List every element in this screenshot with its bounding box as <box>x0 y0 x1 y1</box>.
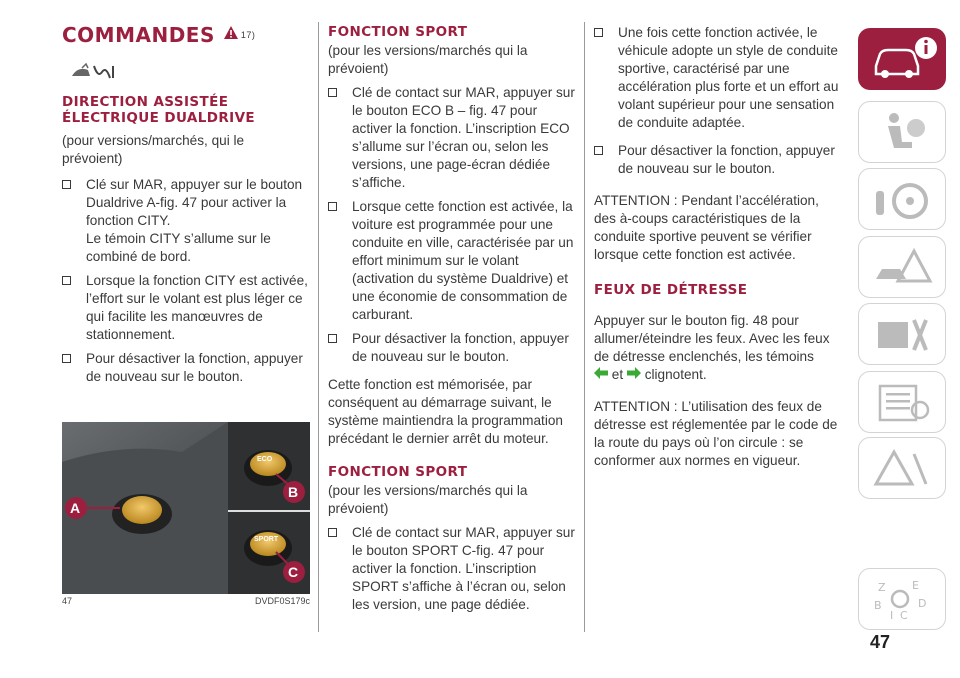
dualdrive-bullet-3: Pour désactiver la fonction, appuyer de nouveau sur le bouton. <box>62 350 310 386</box>
airbag-seat-icon <box>872 110 932 156</box>
fonction-sport-intro-2: (pour les versions/marchés qui la prévoient) <box>328 483 528 516</box>
figure-label-sport: SPORT <box>254 536 279 543</box>
figure-label-b: B <box>288 484 299 500</box>
column-divider-1 <box>318 22 319 632</box>
fonction-sport-bullet-4: Clé de contact sur MAR, appuyer sur le bouton SPORT C-fig. 47 pour activer la fonction. L’inscription SPORT s’affiche à l’écran ou, selon les version, une page dédiée. <box>328 524 576 614</box>
dualdrive-intro: (pour versions/marchés, qui le prévoient) <box>62 133 245 166</box>
figure-caption <box>62 596 310 606</box>
steering-wheel-icon <box>870 177 934 223</box>
feux-detresse-heading: FEUX DE DÉTRESSE <box>594 282 748 298</box>
list-icon <box>870 380 934 426</box>
svg-text:I: I <box>890 609 894 622</box>
feux-text: Appuyer sur le bouton fig. 48 pour allumer/éteindre les feux. Avec les feux de détresse enclenchés, les témoins <box>594 313 830 364</box>
bullet-text-cont: Le témoin CITY s’allume sur le combiné de bord. <box>86 231 271 264</box>
svg-text:C: C <box>900 609 908 622</box>
right-turn-arrow-icon <box>627 366 641 384</box>
figure-label-eco: ECO <box>257 456 273 463</box>
car-info-icon <box>858 28 946 90</box>
svg-text:D: D <box>918 597 927 610</box>
column-divider-2 <box>584 22 585 632</box>
sidebar-tab-specs[interactable] <box>858 371 946 433</box>
dualdrive-heading: DIRECTION ASSISTÉE ÉLECTRIQUE DUALDRIVE <box>62 94 256 126</box>
feux-et: et <box>611 367 624 382</box>
dualdrive-bullet-1 <box>62 176 310 266</box>
sidebar-tab-car-info[interactable] <box>858 28 946 90</box>
sidebar-tab-driving[interactable] <box>858 168 946 230</box>
fonction-sport-intro-1: (pour les versions/marchés qui la prévoient) <box>328 43 528 76</box>
left-turn-arrow-icon <box>594 366 608 384</box>
section-title <box>62 24 310 46</box>
section-title-text: COMMANDES <box>62 23 215 47</box>
figure-label-c: C <box>288 564 299 580</box>
sidebar-tab-emergency[interactable] <box>858 437 946 499</box>
feux-end: clignotent. <box>644 367 707 382</box>
fonction-sport-bullet-2: Lorsque cette fonction est activée, la voiture est programmée pour une conduite en ville, caractérisée par un effort minimum sur le volant (activation du système Dualdrive) et une économie de consommation de carburant. <box>328 198 576 324</box>
dualdrive-symbol-icon <box>68 62 310 82</box>
figure-code: DVDF0S179c <box>254 596 310 606</box>
index-letters-icon <box>870 577 934 623</box>
svg-text:Z: Z <box>878 581 886 594</box>
dualdrive-bullet-2: Lorsque la fonction CITY est activée, l’effort sur le volant est plus léger ce qui facilite les manœuvres de stationnement. <box>62 272 310 344</box>
fonction-sport-bullet-3: Pour désactiver la fonction, appuyer de nouveau sur le bouton. <box>328 330 576 366</box>
attention-acceleration: ATTENTION : Pendant l’accélération, des à-coups caractéristiques de la conduite sportive peuvent se vérifier lorsque cette fonction est activée. <box>594 193 819 262</box>
title-reference: 17) <box>240 30 256 40</box>
figure-label-a: A <box>70 500 81 516</box>
tools-icon <box>870 312 934 358</box>
svg-text:B: B <box>874 599 882 612</box>
warning-triangle-icon <box>223 22 239 44</box>
fonction-sport-paragraph: Cette fonction est mémorisée, par conséquent au démarrage suivant, le système maintiendra la programmation précédant le dernier arrêt du moteur. <box>328 377 563 446</box>
sidebar-tab-index[interactable] <box>858 568 946 630</box>
figure-47-dashboard-buttons <box>62 422 310 594</box>
attention-regulation: ATTENTION : L’utilisation des feux de détresse est réglementée par le code de la route du pays où l’on circule : se conformer aux normes en vigueur. <box>594 399 838 469</box>
fonction-sport-heading-1: FONCTION SPORT <box>328 24 468 40</box>
sport-bullet-5: Une fois cette fonction activée, le véhicule adopte un style de conduite sportive, caractérisé par une accélération plus forte et un effort au volant supérieur pour une sensation de conduite adaptée. <box>594 24 842 132</box>
page-number: 47 <box>870 632 891 652</box>
column-1 <box>62 24 310 386</box>
fonction-sport-heading-2: FONCTION SPORT <box>328 464 468 480</box>
warning-car-icon <box>870 245 934 291</box>
sidebar-tab-safety[interactable] <box>858 101 946 163</box>
sidebar-tab-maintenance[interactable] <box>858 303 946 365</box>
fonction-sport-bullet-1: Clé de contact sur MAR, appuyer sur le bouton ECO B – fig. 47 pour activer la fonction. L’inscription ECO s’allume sur l’écran ou, selon les versions, une page-écran dédiée s’affiche. <box>328 84 576 192</box>
svg-text:E: E <box>912 579 919 592</box>
bullet-text: Clé sur MAR, appuyer sur le bouton Dualdrive A-fig. 47 pour activer la fonction CITY. <box>86 177 303 228</box>
figure-number: 47 <box>62 596 73 606</box>
column-3 <box>594 24 842 470</box>
column-2 <box>328 24 576 614</box>
sport-bullet-6: Pour désactiver la fonction, appuyer de nouveau sur le bouton. <box>594 142 842 178</box>
warning-tools-icon <box>870 446 934 492</box>
sidebar-tab-warning[interactable] <box>858 236 946 298</box>
feux-detresse-paragraph <box>594 312 842 384</box>
